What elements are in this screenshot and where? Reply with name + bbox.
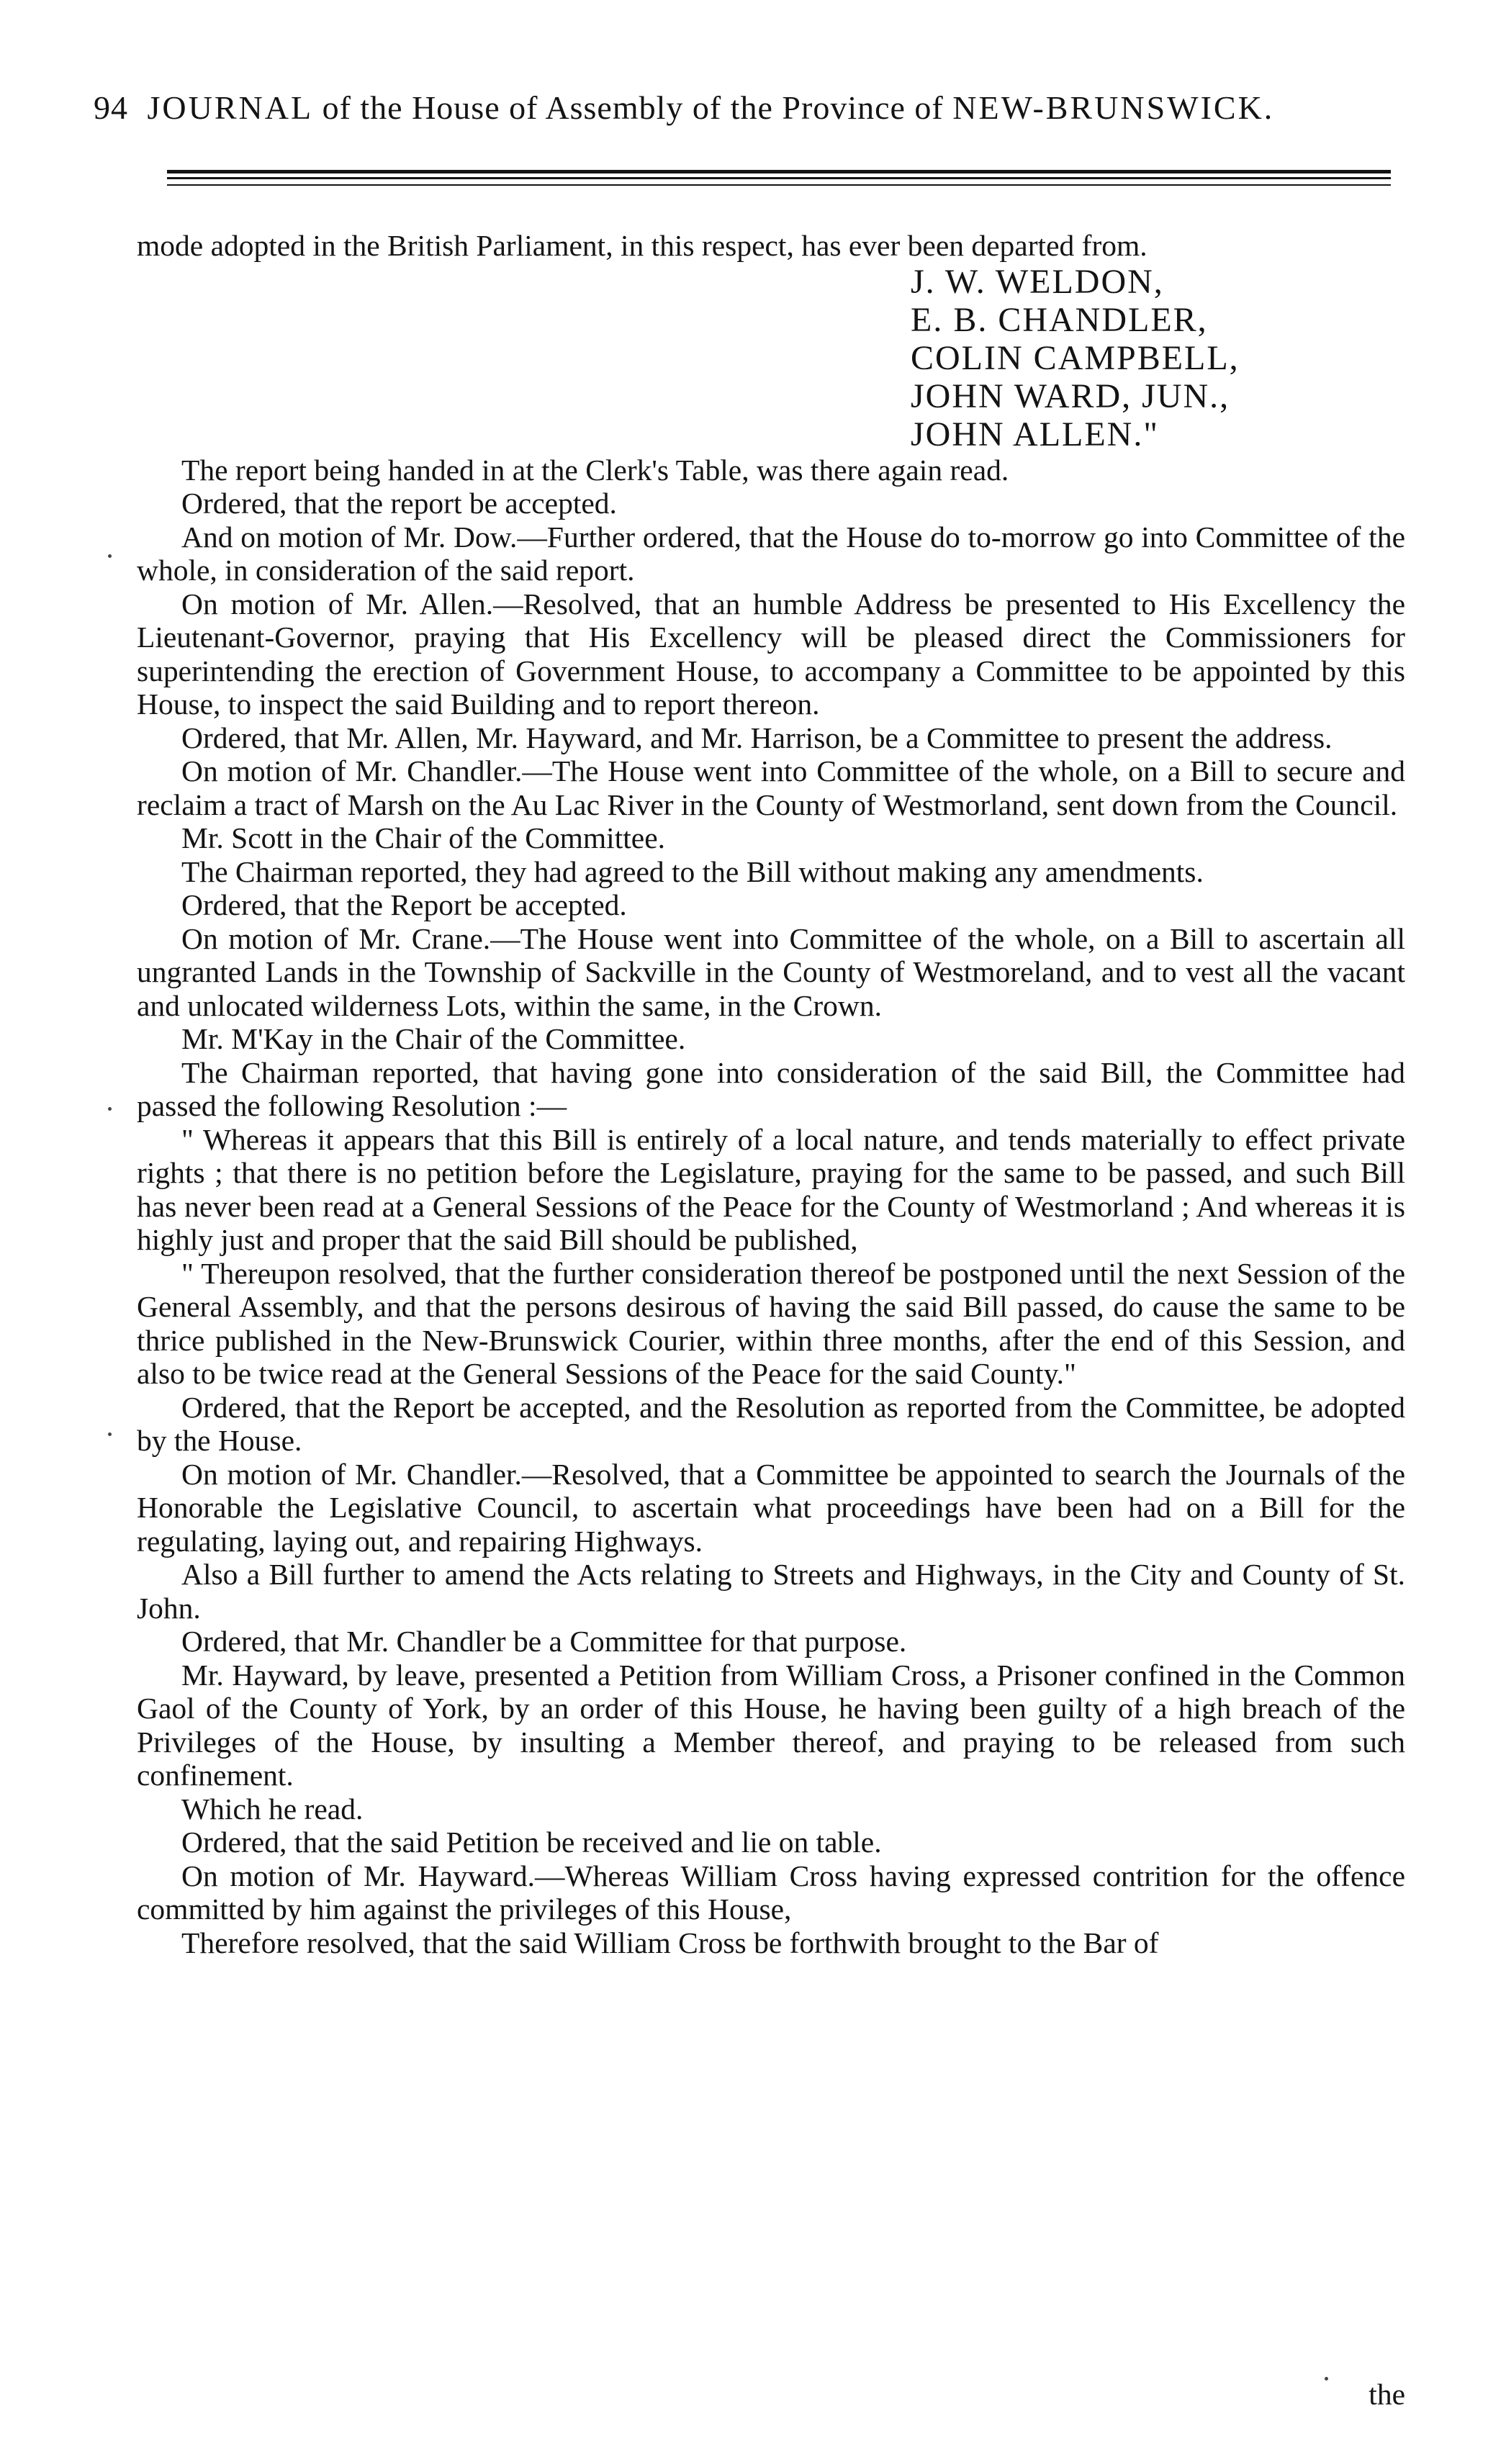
paragraph-report-read: The report being handed in at the Clerk's Table, was there again read.	[181, 453, 1009, 487]
signature-weldon: J. W. WELDON,	[911, 262, 1164, 301]
journal-word: JOURNAL	[147, 89, 314, 126]
page-number: 94	[94, 89, 128, 126]
signature-chandler: E. B. CHANDLER,	[911, 300, 1208, 339]
paragraph-whereas-quote: " Whereas it appears that this Bill is entirely of a local nature, and tends materially to effect private rights ; that there is no petition before the Legislature, praying for the same to be passed, and such Bill has never been read at a General Sessions of the Peace for the County of Westmorland ; And whereas it is highly just and proper that the said Bill should be published,	[137, 1122, 1405, 1256]
paragraph-scott-chair: Mr. Scott in the Chair of the Committee.	[181, 821, 665, 854]
paragraph-chandler-committee: Ordered, that Mr. Chandler be a Committee for that purpose.	[181, 1625, 907, 1658]
paragraph-cross-petition: Mr. Hayward, by leave, presented a Petition from William Cross, a Prisoner confined in the Common Gaol of the County of York, by an order of this House, he having been guilty of a high breach of the Privileges of the House, by insulting a Member thereof, and praying to be released from such confinement.	[137, 1658, 1405, 1792]
header-rule-medium	[167, 177, 1391, 179]
print-speck	[108, 554, 112, 558]
province-name: NEW-BRUNSWICK.	[952, 89, 1275, 126]
paragraph-hayward-motion: On motion of Mr. Hayward.—Whereas William Cross having expressed contrition for the offence committed by him against the privileges of this House,	[137, 1859, 1405, 1926]
paragraph-report-accepted: Ordered, that the report be accepted.	[181, 487, 617, 520]
paragraph-marsh-bill: On motion of Mr. Chandler.—The House went into Committee of the whole, on a Bill to secure and reclaim a tract of Marsh on the Au Lac River in the County of Westmorland, sent down from the Council.	[137, 754, 1405, 821]
signature-allen: JOHN ALLEN."	[911, 415, 1159, 453]
signature-campbell: COLIN CAMPBELL,	[911, 338, 1240, 377]
paragraph-resolution-adopted: Ordered, that the Report be accepted, and the Resolution as reported from the Committee, be adopted by the House.	[137, 1390, 1405, 1457]
print-speck	[1325, 2377, 1328, 2380]
paragraph-thereupon-quote: " Thereupon resolved, that the further consideration thereof be postponed until the next Session of the General Assembly, and that the persons desirous of having the said Bill passed, do cause the same to be thrice published in the New-Brunswick Courier, within three months, after the end of this Session, and also to be twice read at the General Sessions of the Peace for the said County."	[137, 1256, 1405, 1390]
paragraph-address-committee: Ordered, that Mr. Allen, Mr. Hayward, and Mr. Harrison, be a Committee to present the address.	[181, 721, 1333, 754]
signature-ward: JOHN WARD, JUN.,	[911, 376, 1230, 415]
committee-signatures	[911, 263, 1405, 453]
catchword: the	[1369, 2378, 1405, 2411]
print-speck	[108, 1432, 112, 1436]
print-speck	[108, 1107, 112, 1111]
paragraph-motion-dow: And on motion of Mr. Dow.—Further ordered, that the House do to-morrow go into Committee of the whole, in consideration of the said report.	[137, 520, 1405, 587]
paragraph-motion-allen: On motion of Mr. Allen.—Resolved, that an humble Address be presented to His Excellency the Lieutenant-Governor, praying that His Excellency will be pleased direct the Commissioners for superintending the erection of Government House, to accompany a Committee to be appointed by this House, to inspect the said Building and to report thereon.	[137, 587, 1405, 721]
continuation-line: mode adopted in the British Parliament, in this respect, has ever been departed from.	[137, 229, 1147, 262]
paragraph-sackville-bill: On motion of Mr. Crane.—The House went into Committee of the whole, on a Bill to ascertain all ungranted Lands in the Township of Sackville in the County of Westmoreland, and to vest all the vacant and unlocated wilderness Lots, within the same, in the Crown.	[137, 921, 1405, 1022]
paragraph-mkay-chair: Mr. M'Kay in the Chair of the Committee.	[181, 1022, 686, 1055]
paragraph-therefore-resolved: Therefore resolved, that the said William Cross be forthwith brought to the Bar of	[181, 1926, 1159, 1959]
paragraph-chairman-agreed: The Chairman reported, they had agreed to the Bill without making any amendments.	[181, 854, 1204, 888]
paragraph-chairman-resolution: The Chairman reported, that having gone into consideration of the said Bill, the Committee had passed the following Resolution :—	[137, 1055, 1405, 1122]
paragraph-journals-search: On motion of Mr. Chandler.—Resolved, that a Committee be appointed to search the Journals of the Honorable the Legislative Council, to ascertain what proceedings have been had on a Bill for the regulating, laying out, and repairing Highways.	[137, 1457, 1405, 1558]
paragraph-report-accepted-2: Ordered, that the Report be accepted.	[181, 888, 627, 921]
paragraph-streets-bill: Also a Bill further to amend the Acts relating to Streets and Highways, in the City and County of St. John.	[137, 1558, 1405, 1625]
paragraph-petition-table: Ordered, that the said Petition be received and lie on table.	[181, 1826, 882, 1859]
journal-body	[137, 229, 1405, 1959]
running-head-middle: of the House of Assembly of the Province of	[322, 89, 944, 126]
paragraph-which-read: Which he read.	[181, 1792, 364, 1826]
header-rule-thick	[167, 170, 1391, 173]
running-head	[94, 88, 1418, 128]
header-rule-thin	[167, 184, 1391, 186]
